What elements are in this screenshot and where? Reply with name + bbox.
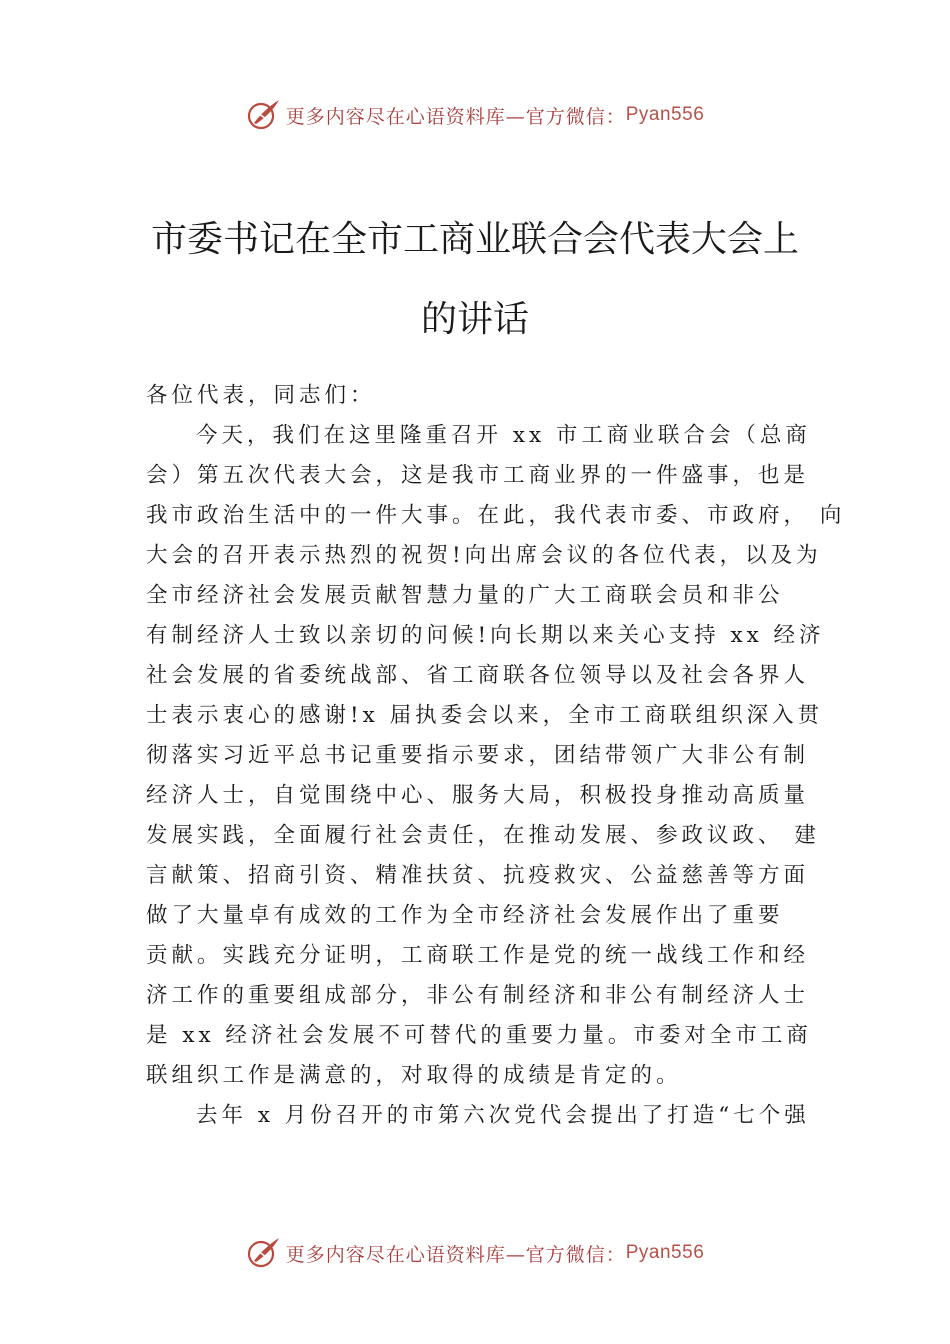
title-line-1: 市委书记在全市工商业联合会代表大会上 (150, 219, 799, 260)
document-body (146, 376, 846, 1136)
paragraph-line: 全市经济社会发展贡献智慧力量的广大工商联会员和非公 (146, 583, 784, 608)
paragraph-line: 是 xx 经济社会发展不可替代的重要力量。市委对全市工商 (146, 1023, 812, 1048)
paragraph-line: 联组织工作是满意的，对取得的成绩是肯定的。 (146, 1063, 682, 1088)
paragraph-line: 经济人士，自觉围绕中心、服务大局，积极投身推动高质量 (146, 783, 810, 808)
paragraph-line: 做了大量卓有成效的工作为全市经济社会发展作出了重要 (146, 903, 784, 928)
title-line-2: 的讲话 (420, 299, 529, 340)
paragraph-line: 言献策、招商引资、精准扶贫、抗疫救灾、公益慈善等方面 (146, 863, 810, 888)
paragraph-line: 今天，我们在这里隆重召开 xx 市工商业联合会（总商 (196, 423, 811, 448)
wechat-id: Pyan556 (625, 104, 705, 125)
paragraph-line: 去年 x 月份召开的市第六次党代会提出了打造“七个强 (196, 1103, 810, 1128)
quill-logo-icon (246, 97, 282, 133)
paragraph-line: 发展实践，全面履行社会责任，在推动发展、参政议政、 建 (146, 823, 820, 848)
paragraph-line: 士表示衷心的感谢!x 届执委会以来，全市工商联组织深入贯 (146, 703, 824, 728)
header-banner (0, 95, 950, 135)
footer-banner (0, 1233, 950, 1273)
paragraph-line: 我市政治生活中的一件大事。在此，我代表市委、市政府， 向 (146, 503, 846, 528)
wechat-id: Pyan556 (625, 1242, 705, 1263)
paragraph-line: 贡献。实践充分证明，工商联工作是党的统一战线工作和经 (146, 943, 810, 968)
paragraph-line: 社会发展的省委统战部、省工商联各位领导以及社会各界人 (146, 663, 810, 688)
paragraph-line: 会）第五次代表大会，这是我市工商业界的一件盛事，也是 (146, 463, 810, 488)
document-title (100, 200, 850, 360)
banner-text: 更多内容尽在心语资料库—官方微信： (285, 1243, 626, 1266)
paragraph-line: 彻落实习近平总书记重要指示要求，团结带领广大非公有制 (146, 743, 810, 768)
paragraph-line: 济工作的重要组成部分，非公有制经济和非公有制经济人士 (146, 983, 810, 1008)
banner-text: 更多内容尽在心语资料库—官方微信： (285, 105, 626, 128)
salutation: 各位代表，同志们： (146, 383, 376, 408)
paragraph-line: 有制经济人士致以亲切的问候!向长期以来关心支持 xx 经济 (146, 623, 825, 648)
paragraph-line: 大会的召开表示热烈的祝贺!向出席会议的各位代表，以及为 (146, 543, 822, 568)
quill-logo-icon (246, 1235, 282, 1271)
